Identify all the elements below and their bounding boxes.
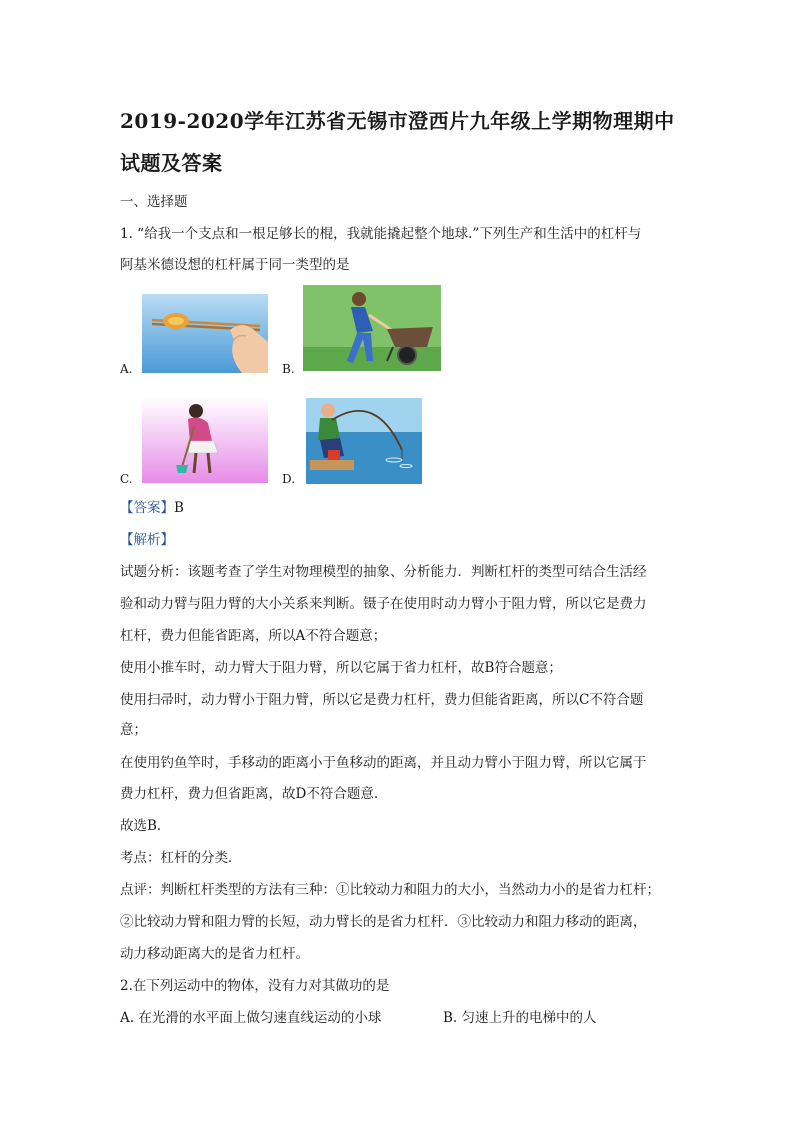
chopsticks-image: [142, 294, 268, 373]
question-1-stem-line1: 1. “给我一个支点和一根足够长的棍，我就能撬起整个地球.”下列生产和生活中的杠杆与: [120, 226, 642, 242]
analysis-line: 杠杆，费力但能省距离，所以A不符合题意；: [120, 628, 387, 644]
question-2-stem: 2.在下列运动中的物体，没有力对其做功的是: [120, 978, 390, 994]
option-a-label: A.: [120, 362, 133, 376]
analysis-tag: 【解析】: [120, 532, 174, 548]
analysis-line: 费力杠杆，费力但省距离，故D不符合题意.: [120, 786, 379, 802]
question-2-option-a: A. 在光滑的水平面上做匀速直线运动的小球: [120, 1010, 382, 1026]
answer-line: [120, 496, 184, 516]
analysis-line: 点评：判断杠杆类型的方法有三种：①比较动力和阻力的大小，当然动力小的是省力杠杆；: [120, 882, 660, 898]
analysis-line: 使用扫帚时，动力臂小于阻力臂，所以它是费力杠杆，费力但能省距离，所以C不符合题: [120, 692, 644, 708]
analysis-line: 考点：杠杆的分类．: [120, 850, 242, 866]
analysis-line: 使用小推车时，动力臂大于阻力臂，所以它属于省力杠杆，故B符合题意；: [120, 660, 562, 676]
fishing-man-image: [306, 398, 422, 484]
option-b-label: B.: [282, 362, 295, 376]
document-title-line2: 试题及答案: [120, 151, 223, 175]
option-c-label: C.: [120, 472, 133, 486]
answer-tag: 【答案】: [120, 500, 174, 516]
analysis-line: 故选B．: [120, 818, 171, 834]
answer-value: B: [174, 500, 184, 516]
option-d-label: D.: [282, 472, 296, 486]
analysis-line: 在使用钓鱼竿时，手移动的距离小于鱼移动的距离，并且动力臂小于阻力臂，所以它属于: [120, 755, 647, 771]
analysis-line: 意；: [120, 722, 147, 738]
question-1-stem-line2: 阿基米德设想的杠杆属于同一类型的是: [120, 257, 350, 273]
document-title-line1: 2019-2020学年江苏省无锡市澄西片九年级上学期物理期中: [120, 109, 675, 133]
section-heading: 一、选择题: [120, 194, 188, 210]
question-2-option-b: B. 匀速上升的电梯中的人: [443, 1010, 597, 1026]
analysis-line: 验和动力臂与阻力臂的大小关系来判断。镊子在使用时动力臂小于阻力臂，所以它是费力: [120, 596, 647, 612]
sweeping-girl-image: [142, 397, 268, 483]
analysis-line: 动力移动距离大的是省力杠杆。: [120, 946, 309, 962]
wheelbarrow-image: [303, 285, 441, 371]
analysis-line: ②比较动力臂和阻力臂的长短，动力臂长的是省力杠杆．③比较动力和阻力移动的距离，: [120, 914, 647, 930]
analysis-line: 试题分析：该题考查了学生对物理模型的抽象、分析能力．判断杠杆的类型可结合生活经: [120, 564, 647, 580]
